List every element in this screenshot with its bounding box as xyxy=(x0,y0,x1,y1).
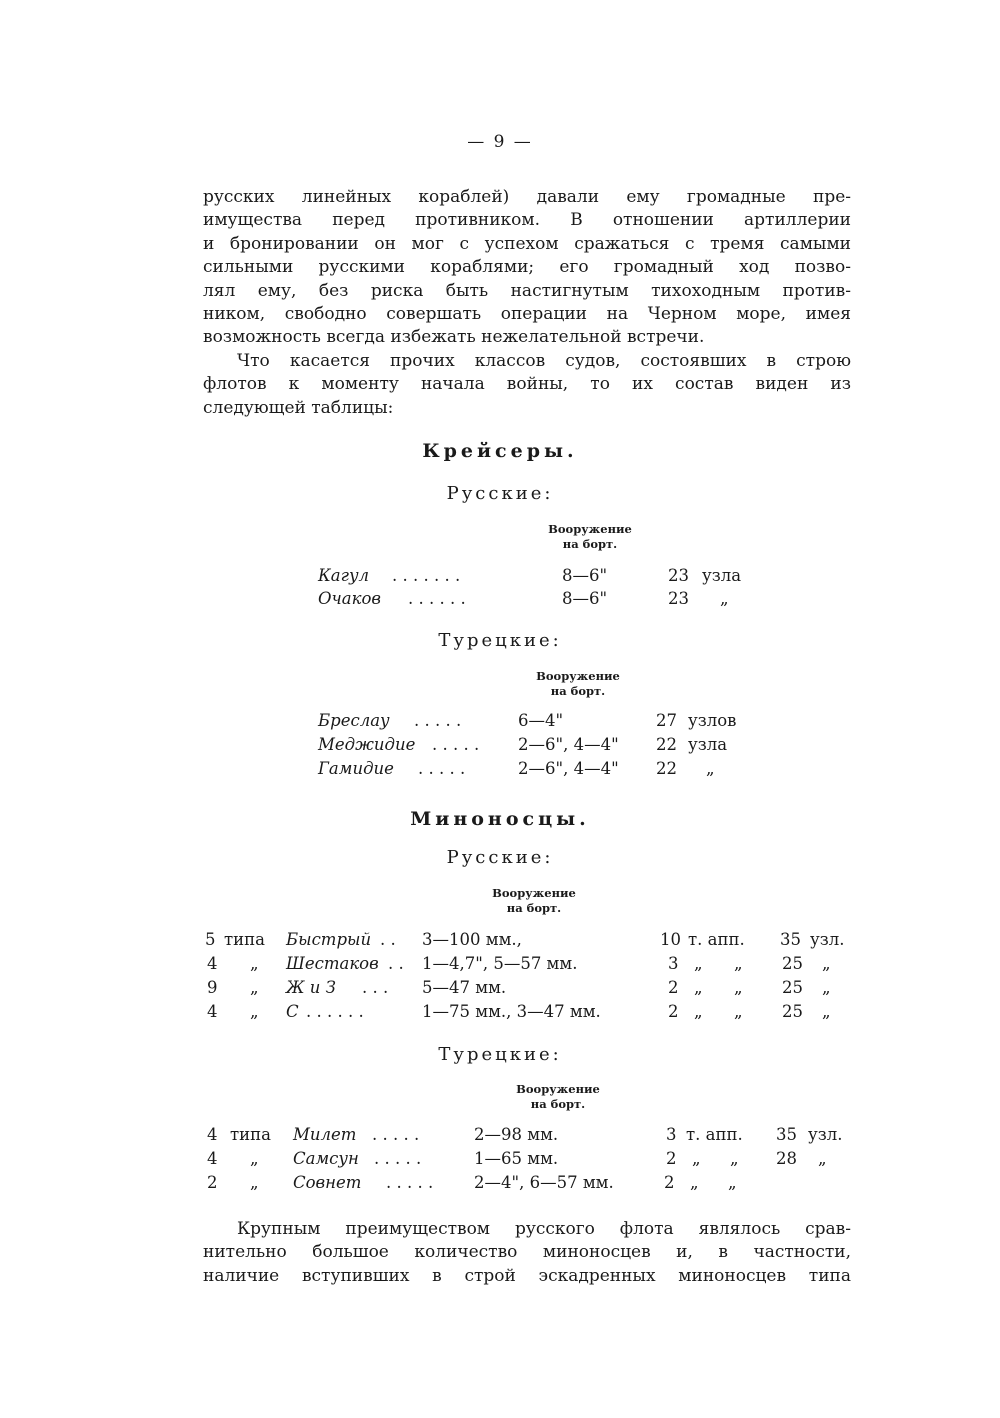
ship-type: „ xyxy=(250,954,259,973)
speed: 23 xyxy=(668,589,689,608)
cruisers-russian-heading: Русские: xyxy=(446,483,554,504)
ship-name: Ж и З xyxy=(286,978,336,997)
ship-name: Бреслау xyxy=(318,711,390,730)
torpedo-tubes-unit: „ xyxy=(694,1002,703,1021)
leader-dots: . . xyxy=(380,930,396,949)
ship-type: „ xyxy=(250,1149,259,1168)
speed: 27 xyxy=(656,711,677,730)
armament: 5—47 мм. xyxy=(422,978,507,997)
speed: 35 xyxy=(780,930,801,949)
armament-header-line: на борт. xyxy=(550,684,606,698)
torpedo-tubes-unit: „ xyxy=(728,1173,737,1192)
table-row xyxy=(0,929,1000,951)
leader-dots: . . . xyxy=(362,978,389,997)
speed: 25 xyxy=(782,954,803,973)
text-line: следующей таблицы: xyxy=(203,397,394,418)
table-row xyxy=(0,1148,1000,1170)
speed-unit: „ xyxy=(720,589,729,608)
table-row xyxy=(0,953,1000,975)
ship-name: Быстрый xyxy=(286,930,372,949)
torpedo-tubes: 2 xyxy=(668,1002,679,1021)
speed-unit: узла xyxy=(688,735,728,754)
torpedo-tubes-unit: т. апп. xyxy=(686,1125,743,1144)
leader-dots: . . . . . . . xyxy=(392,566,461,585)
ship-name: Совнет xyxy=(293,1173,362,1192)
speed: 35 xyxy=(776,1125,797,1144)
torpedo-tubes-unit: т. апп. xyxy=(688,930,745,949)
ship-count: 9 xyxy=(207,978,218,997)
speed-unit: узл. xyxy=(810,930,845,949)
ship-count: 4 xyxy=(207,954,218,973)
ship-name: Милет xyxy=(293,1125,357,1144)
ship-count: 4 xyxy=(207,1149,218,1168)
text-line: флотов к моменту начала войны, то их состав виден из xyxy=(203,374,851,395)
table-row xyxy=(0,1001,1000,1023)
ship-name: Очаков xyxy=(318,589,382,608)
text-line: сильными русскими кораблями; его громадный ход позво- xyxy=(203,257,851,278)
ship-name: С xyxy=(286,1002,299,1021)
speed-unit: „ xyxy=(822,954,831,973)
armament: 1—4,7", 5—57 мм. xyxy=(422,954,578,973)
speed: 22 xyxy=(656,759,677,778)
armament: 3—100 мм., xyxy=(422,930,522,949)
torpedo-tubes: 3 xyxy=(668,954,679,973)
armament-header-line: Вооружение xyxy=(492,886,576,900)
destroyers-russian-heading: Русские: xyxy=(446,847,554,868)
leader-dots: . . . . . xyxy=(374,1149,422,1168)
table-row xyxy=(0,1124,1000,1146)
text-line: возможность всегда избежать нежелательной встречи. xyxy=(203,327,705,348)
armament-header-line: Вооружение xyxy=(536,669,620,683)
speed-unit: „ xyxy=(706,759,715,778)
table-row xyxy=(0,1172,1000,1194)
speed-unit: „ xyxy=(818,1149,827,1168)
text-line: лял ему, без риска быть настигнутым тихоходным против- xyxy=(203,280,851,301)
ship-name: Шестаков xyxy=(286,954,379,973)
ship-type: „ xyxy=(250,978,259,997)
ship-type: типа xyxy=(230,1125,271,1144)
table-row xyxy=(0,588,1000,610)
destroyers-heading: Миноносцы. xyxy=(410,808,590,830)
armament: 2—4", 6—57 мм. xyxy=(474,1173,614,1192)
armament: 8—6" xyxy=(562,589,608,608)
armament: 2—98 мм. xyxy=(474,1125,559,1144)
armament: 2—6", 4—4" xyxy=(518,735,619,754)
text-line: Крупным преимуществом русского флота являлось срав- xyxy=(237,1219,851,1239)
armament-header-line: на борт. xyxy=(506,901,562,915)
leader-dots: . . . . . xyxy=(414,711,462,730)
speed: 25 xyxy=(782,978,803,997)
closing-paragraph xyxy=(203,1218,851,1288)
torpedo-tubes-unit: „ xyxy=(730,1149,739,1168)
cruisers-turkish-heading: Турецкие: xyxy=(438,630,562,651)
torpedo-tubes: 2 xyxy=(664,1173,675,1192)
armament-header-line: на борт. xyxy=(530,1097,586,1111)
text-line: имущества перед противником. В отношении артиллерии xyxy=(203,210,851,231)
ship-type: „ xyxy=(250,1173,259,1192)
destroyers-turkish-heading: Турецкие: xyxy=(438,1044,562,1065)
intro-paragraph xyxy=(203,186,851,350)
armament-header xyxy=(488,1082,628,1112)
ship-name: Гамидие xyxy=(318,759,394,778)
torpedo-tubes-unit: „ xyxy=(734,1002,743,1021)
leader-dots: . . . . . xyxy=(432,735,480,754)
torpedo-tubes: 10 xyxy=(660,930,681,949)
armament: 2—6", 4—4" xyxy=(518,759,619,778)
leader-dots: . . . . . . xyxy=(408,589,466,608)
torpedo-tubes: 2 xyxy=(666,1149,677,1168)
armament: 6—4" xyxy=(518,711,564,730)
torpedo-tubes: 3 xyxy=(666,1125,677,1144)
ship-count: 2 xyxy=(207,1173,218,1192)
transition-paragraph xyxy=(203,350,851,420)
armament: 8—6" xyxy=(562,566,608,585)
speed-unit: узла xyxy=(702,566,742,585)
speed: 23 xyxy=(668,566,689,585)
ship-type: „ xyxy=(250,1002,259,1021)
table-row xyxy=(0,734,1000,756)
ship-count: 5 xyxy=(205,930,216,949)
table-row xyxy=(0,758,1000,780)
text-line: и бронировании он мог с успехом сражаться с тремя самыми xyxy=(203,233,851,254)
table-row xyxy=(0,710,1000,732)
torpedo-tubes-unit: „ xyxy=(734,978,743,997)
speed-unit: узлов xyxy=(688,711,737,730)
torpedo-tubes: 2 xyxy=(668,978,679,997)
speed-unit: узл. xyxy=(808,1125,843,1144)
armament-header-line: Вооружение xyxy=(548,522,632,536)
speed: 25 xyxy=(782,1002,803,1021)
armament-header xyxy=(464,886,604,916)
page-number: — 9 — xyxy=(467,132,533,152)
speed-unit: „ xyxy=(822,1002,831,1021)
speed: 22 xyxy=(656,735,677,754)
armament-header xyxy=(508,669,648,699)
leader-dots: . . xyxy=(388,954,404,973)
ship-name: Меджидие xyxy=(318,735,416,754)
ship-name: Самсун xyxy=(293,1149,359,1168)
text-line: ником, свободно совершать операции на Черном море, имея xyxy=(203,303,851,324)
text-line: русских линейных кораблей) давали ему громадные пре- xyxy=(203,187,851,207)
armament-header xyxy=(520,522,660,552)
leader-dots: . . . . . . xyxy=(306,1002,364,1021)
table-row xyxy=(0,565,1000,587)
armament-header-line: Вооружение xyxy=(516,1082,600,1096)
leader-dots: . . . . . xyxy=(418,759,466,778)
torpedo-tubes-unit: „ xyxy=(692,1149,701,1168)
torpedo-tubes-unit: „ xyxy=(734,954,743,973)
speed-unit: „ xyxy=(822,978,831,997)
leader-dots: . . . . . xyxy=(372,1125,420,1144)
table-row xyxy=(0,977,1000,999)
armament: 1—75 мм., 3—47 мм. xyxy=(422,1002,601,1021)
torpedo-tubes-unit: „ xyxy=(694,954,703,973)
torpedo-tubes-unit: „ xyxy=(694,978,703,997)
text-line: нительно большое количество миноносцев и, в частности, xyxy=(203,1242,851,1263)
armament-header-line: на борт. xyxy=(562,537,618,551)
text-line: наличие вступивших в строй эскадренных миноносцев типа xyxy=(203,1265,851,1286)
armament: 1—65 мм. xyxy=(474,1149,559,1168)
ship-count: 4 xyxy=(207,1125,218,1144)
ship-type: типа xyxy=(224,930,265,949)
leader-dots: . . . . . xyxy=(386,1173,434,1192)
ship-count: 4 xyxy=(207,1002,218,1021)
torpedo-tubes-unit: „ xyxy=(690,1173,699,1192)
cruisers-heading: Крейсеры. xyxy=(422,440,578,462)
speed: 28 xyxy=(776,1149,797,1168)
text-line: Что касается прочих классов судов, состоявших в строю xyxy=(237,351,851,371)
ship-name: Кагул xyxy=(318,566,370,585)
